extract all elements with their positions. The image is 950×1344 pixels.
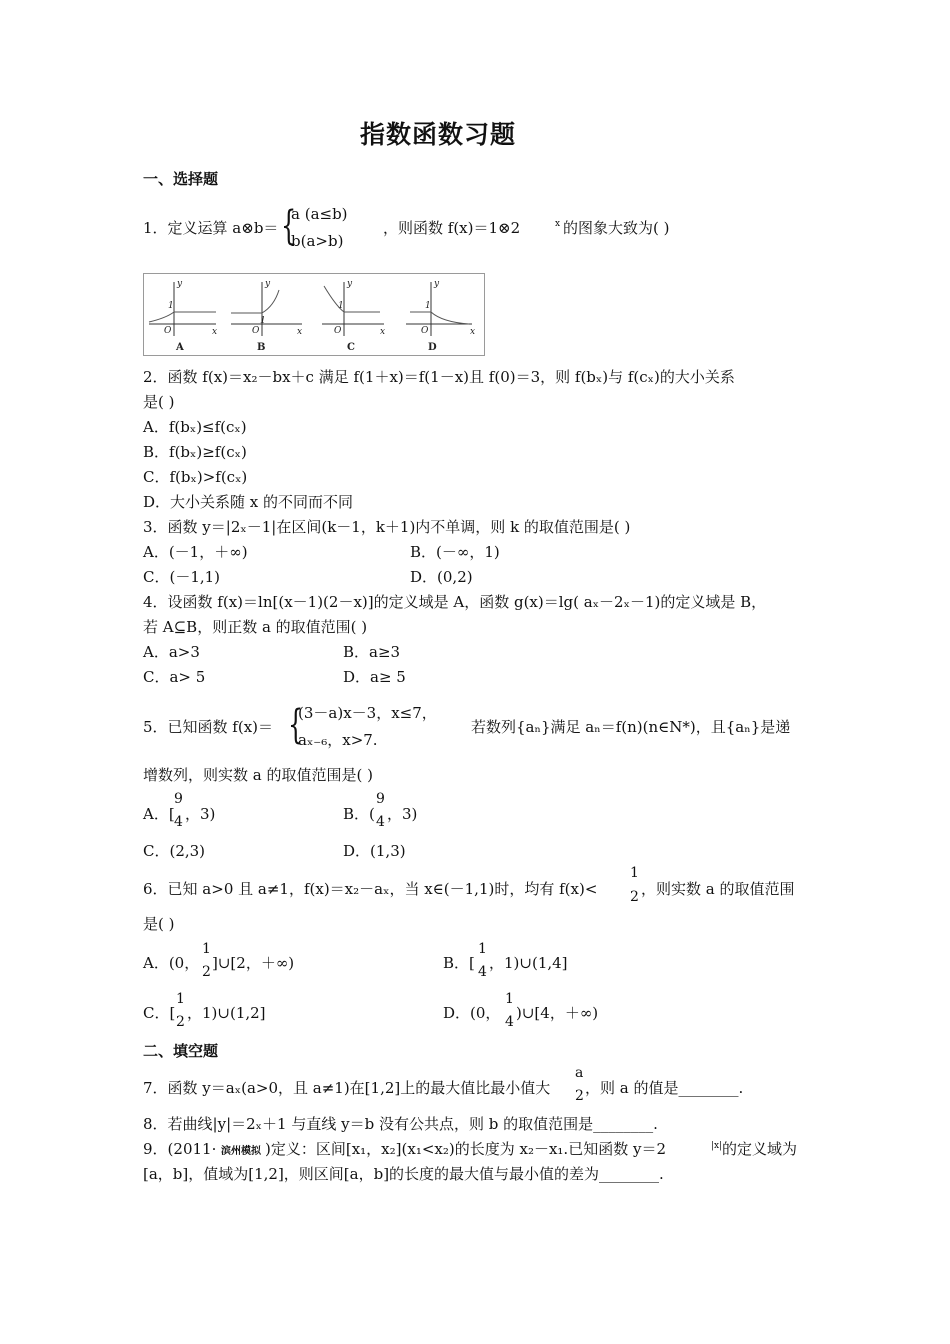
q6-option-d-post: )∪[4，＋∞) (516, 1004, 599, 1022)
section-fill: 二、填空题 (143, 1042, 219, 1060)
q6-half-num: 1 (630, 865, 639, 881)
q6-line1-a: 6．已知 a>0 且 a≠1，f(x)＝x₂－aₓ，当 x∈(－1,1)时，均有 f(x)< (143, 880, 598, 898)
graph-d-y-label: y (434, 279, 440, 289)
q5-option-a-num: 9 (174, 791, 183, 807)
graph-c-one: 1 (338, 301, 344, 311)
q6-option-c-post: ，1)∪(1,2] (187, 1004, 266, 1022)
q6-option-c-den: 2 (176, 1014, 185, 1030)
q2-option-a: A．f(bₓ)≤f(cₓ) (143, 418, 247, 436)
q5-option-a-den: 4 (174, 814, 183, 830)
graph-label-b: B (257, 342, 266, 353)
graph-c-origin: O (334, 326, 342, 336)
graph-b-origin: O (252, 326, 260, 336)
q6-option-d-num: 1 (505, 991, 514, 1007)
q6-option-c-pre: C．[ (143, 1004, 176, 1022)
q6-option-c-num: 1 (176, 991, 185, 1007)
q5-option-b-pre: B．( (343, 805, 375, 823)
q5-option-a-post: ，3) (185, 805, 216, 823)
q2-option-d: D．大小关系随 x 的不同而不同 (143, 493, 354, 511)
q5-option-d: D．(1,3) (343, 842, 406, 860)
graph-label-c: C (347, 342, 355, 353)
q3-option-a: A．(－1，＋∞) (143, 543, 248, 561)
q1-prefix: 1．定义运算 a⊗b＝ (143, 219, 279, 237)
q5-suffix: 若数列{aₙ}满足 aₙ＝f(n)(n∈N*)，且{aₙ}是递 (471, 718, 791, 736)
q4-option-c: C．a> 5 (143, 668, 206, 686)
q1-exp: x (555, 219, 561, 229)
q5-option-b-post: ，3) (387, 805, 418, 823)
q6-half-den: 2 (630, 889, 639, 905)
graph-b-y-label: y (265, 279, 271, 289)
graph-b-one: 1 (260, 316, 266, 326)
q4-option-b: B．a≥3 (343, 643, 401, 661)
graph-a-x-label: x (212, 327, 218, 337)
q9-line1-c: 的定义域为 (722, 1140, 798, 1158)
q3-option-d: D．(0,2) (410, 568, 473, 586)
q7-line-b: ，则 a 的值是________. (585, 1079, 744, 1097)
q1-suffix-a: ，则函数 f(x)＝1⊗2 (383, 219, 521, 237)
q1-case2: b(a>b) (291, 232, 344, 250)
graph-c-x-label: x (380, 327, 386, 337)
q6-option-a-pre: A．(0， (143, 954, 200, 972)
q5-brace: { (288, 702, 304, 748)
q1-brace: { (281, 203, 297, 249)
graph-c-y-label: y (347, 279, 353, 289)
graph-b-x-label: x (297, 327, 303, 337)
graph-a-y-label: y (177, 279, 183, 289)
q5-option-c: C．(2,3) (143, 842, 206, 860)
q9-line1-a: 9．(2011· (143, 1140, 217, 1158)
section-choice: 一、选择题 (143, 170, 219, 188)
q9-line1-b: )定义：区间[x₁，x₂](x₁<x₂)的长度为 x₂－x₁.已知函数 y＝2 (265, 1140, 666, 1158)
q9-exp: |x| (711, 1141, 723, 1151)
q1-suffix-b: 的图象大致为( ) (563, 219, 670, 237)
q4-option-d: D．a≥ 5 (343, 668, 406, 686)
graph-label-d: D (428, 342, 437, 353)
q5-case2: aₓ₋₆，x>7. (298, 731, 378, 749)
q1-graphs (144, 274, 484, 355)
q1-case1: a (a≤b) (291, 205, 348, 223)
q5-case1: (3－a)x－3，x≤7， (298, 704, 437, 722)
q5-option-b-den: 4 (376, 814, 385, 830)
graph-d-one: 1 (425, 301, 431, 311)
page-title: 指数函数习题 (360, 120, 517, 149)
q6-option-a-den: 2 (202, 964, 211, 980)
q7-den: 2 (575, 1088, 584, 1104)
q5-option-a-pre: A．[ (143, 805, 175, 823)
q6-option-b-den: 4 (478, 964, 487, 980)
q4-line1: 4．设函数 f(x)＝ln[(x－1)(2－x)]的定义域是 A，函数 g(x)＝lg( aₓ－2ₓ－1)的定义域是 B， (143, 593, 767, 611)
q8-line: 8．若曲线|y|＝2ₓ＋1 与直线 y＝b 没有公共点，则 b 的取值范围是________. (143, 1115, 658, 1133)
q4-option-a: A．a>3 (143, 643, 200, 661)
q5-option-b-num: 9 (376, 791, 385, 807)
q5-prefix: 5．已知函数 f(x)＝ (143, 718, 274, 736)
graph-a-one: 1 (168, 301, 174, 311)
q3-option-b: B．(－∞，1) (410, 543, 500, 561)
graph-a-origin: O (164, 326, 172, 336)
q6-option-a-num: 1 (202, 941, 211, 957)
graph-label-a: A (176, 342, 184, 353)
q2-option-b: B．f(bₓ)≥f(cₓ) (143, 443, 247, 461)
q3-line1: 3．函数 y＝|2ₓ－1|在区间(k－1，k＋1)内不单调，则 k 的取值范围是( ) (143, 518, 631, 536)
q7-num: a (575, 1065, 584, 1081)
q6-option-d-pre: D．(0， (443, 1004, 501, 1022)
q3-option-c: C．(－1,1) (143, 568, 221, 586)
q4-line2: 若 A⊆B，则正数 a 的取值范围( ) (143, 618, 368, 636)
q6-option-b-pre: B．[ (443, 954, 475, 972)
q2-option-c: C．f(bₓ)>f(cₓ) (143, 468, 248, 486)
q6-option-b-num: 1 (478, 941, 487, 957)
q9-tag: 滨州模拟 (221, 1146, 261, 1157)
q6-option-b-post: ，1)∪(1,4] (489, 954, 568, 972)
q6-line1-b: ，则实数 a 的取值范围 (641, 880, 795, 898)
q6-line2: 是( ) (143, 915, 175, 933)
q6-option-a-post: ]∪[2，＋∞) (212, 954, 295, 972)
q6-option-d-den: 4 (505, 1014, 514, 1030)
q5-line2: 增数列，则实数 a 的取值范围是( ) (143, 766, 373, 784)
q1-graph-panel (143, 273, 485, 356)
q2-line2: 是( ) (143, 393, 175, 411)
graph-d-x-label: x (470, 327, 476, 337)
graph-d-origin: O (421, 326, 429, 336)
q7-line-a: 7．函数 y＝aₓ(a>0，且 a≠1)在[1,2]上的最大值比最小值大 (143, 1079, 551, 1097)
q9-line2: [a，b]，值域为[1,2]，则区间[a，b]的长度的最大值与最小值的差为________. (143, 1165, 664, 1183)
q2-line1: 2．函数 f(x)＝x₂－bx＋c 满足 f(1＋x)＝f(1－x)且 f(0)＝3，则 f(bₓ)与 f(cₓ)的大小关系 (143, 368, 735, 386)
